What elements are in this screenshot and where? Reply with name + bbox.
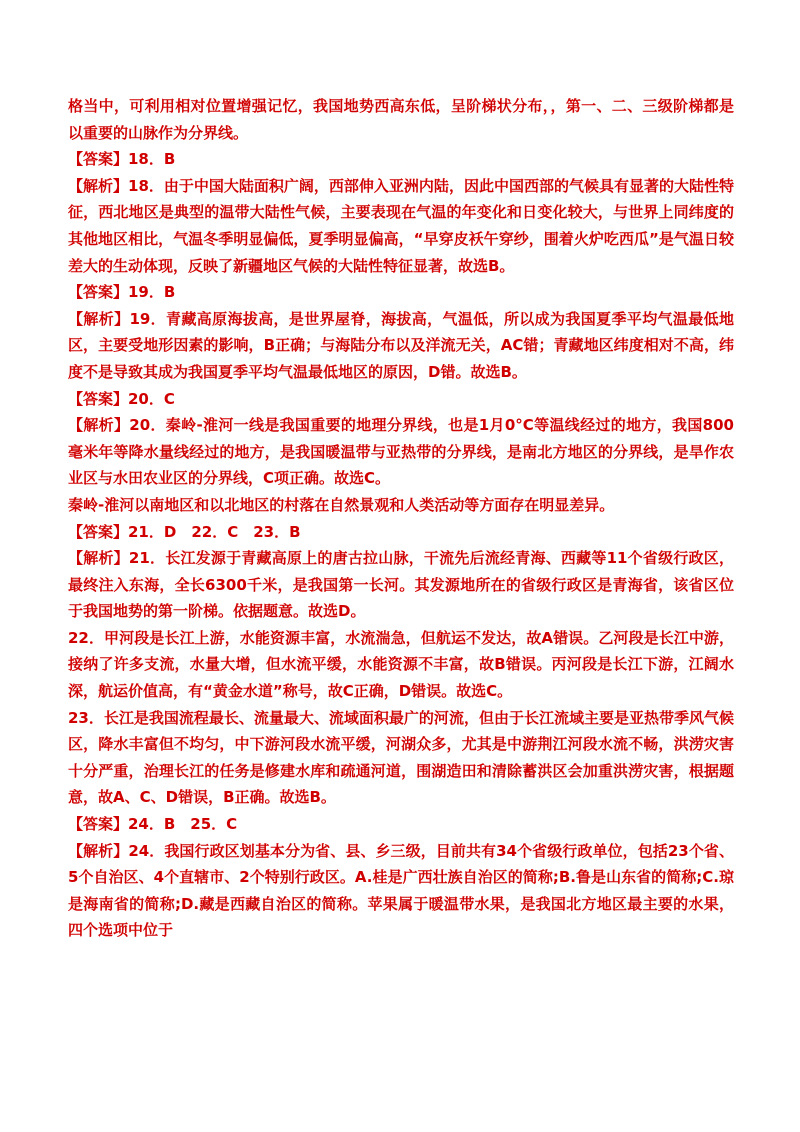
answer-21-23: 【答案】21．D 22．C 23．B bbox=[68, 522, 301, 541]
analysis-21: 【解析】21．长江发源于青藏高原上的唐古拉山脉，干流先后流经青海、西藏等11个省级行政区，最终注入东海，全长6300千米，是我国第一长河。其发源地所在的省级行政区是青海省，该省区位于我国地势的第一阶梯。依据题意。故选D。 bbox=[68, 549, 734, 621]
answer-18: 【答案】18．B bbox=[68, 150, 176, 169]
analysis-18: 【解析】18．由于中国大陆面积广阔，西部伸入亚洲内陆，因此中国西部的气候具有显著的大陆性特征，西北地区是典型的温带大陆性气候，主要表现在气温的年变化和日变化较大，与世界上同纬度的其他地区相比，气温冬季明显偏低，夏季明显偏高，“早穿皮袄午穿纱，围着火炉吃西瓜”是气温日较差大的生动体现，反映了新疆地区气候的大陆性特征显著，故选B。 bbox=[68, 176, 734, 275]
paragraph-continued-text: 格当中，可利用相对位置增强记忆，我国地势西高东低，呈阶梯状分布，，第一、二、三级阶梯都是以重要的山脉作为分界线。 bbox=[68, 97, 734, 142]
answer-20: 【答案】20．C bbox=[68, 389, 175, 408]
analysis-23: 23．长江是我国流程最长、流量最大、流域面积最广的河流，但由于长江流域主要是亚热带季风气候区，降水丰富但不均匀，中下游河段水流平缓，河湖众多，尤其是中游荆江河段水流不畅，洪涝灾害十分严重，治理长江的任务是修建水库和疏通河道，围湖造田和清除蓄洪区会加重洪涝灾害，根据题意，故A、C、D错误，B正确。故选B。 bbox=[68, 708, 734, 807]
analysis-24: 【解析】24．我国行政区划基本分为省、县、乡三级，目前共有34个省级行政单位，包括23个省、5个自治区、4个直辖市、2个特别行政区。A.桂是广西壮族自治区的简称;B.鲁是山东省的简称;C.琼是海南省的简称;D.藏是西藏自治区的简称。苹果属于暖温带水果，是我国北方地区最主要的水果，四个选项中位于 bbox=[68, 841, 734, 940]
answer-24-25: 【答案】24．B 25．C bbox=[68, 815, 238, 834]
answer-analysis-body bbox=[68, 93, 734, 944]
note-qinling-huaihe: 秦岭-淮河以南地区和以北地区的村落在自然景观和人类活动等方面存在明显差异。 bbox=[68, 495, 615, 514]
analysis-22: 22．甲河段是长江上游，水能资源丰富，水流湍急，但航运不发达，故A错误。乙河段是长江中游，接纳了许多支流，水量大增，但水流平缓，水能资源不丰富，故B错误。丙河段是长江下游，江阔水深，航运价值高，有“黄金水道”称号，故C正确，D错误。故选C。 bbox=[68, 628, 734, 701]
analysis-20: 【解析】20．秦岭-淮河一线是我国重要的地理分界线，也是1月0°C等温线经过的地方，我国800毫米年等降水量线经过的地方，是我国暖温带与亚热带的分界线，是南北方地区的分界线，是旱作农业区与水田农业区的分界线，C项正确。故选C。 bbox=[68, 416, 734, 488]
answer-19: 【答案】19．B bbox=[68, 283, 176, 302]
analysis-19: 【解析】19．青藏高原海拔高，是世界屋脊，海拔高，气温低，所以成为我国夏季平均气温最低地区，主要受地形因素的影响，B正确；与海陆分布以及洋流无关，AC错；青藏地区纬度相对不高，纬度不是导致其成为我国夏季平均气温最低地区的原因，D错。故选B。 bbox=[68, 309, 734, 381]
